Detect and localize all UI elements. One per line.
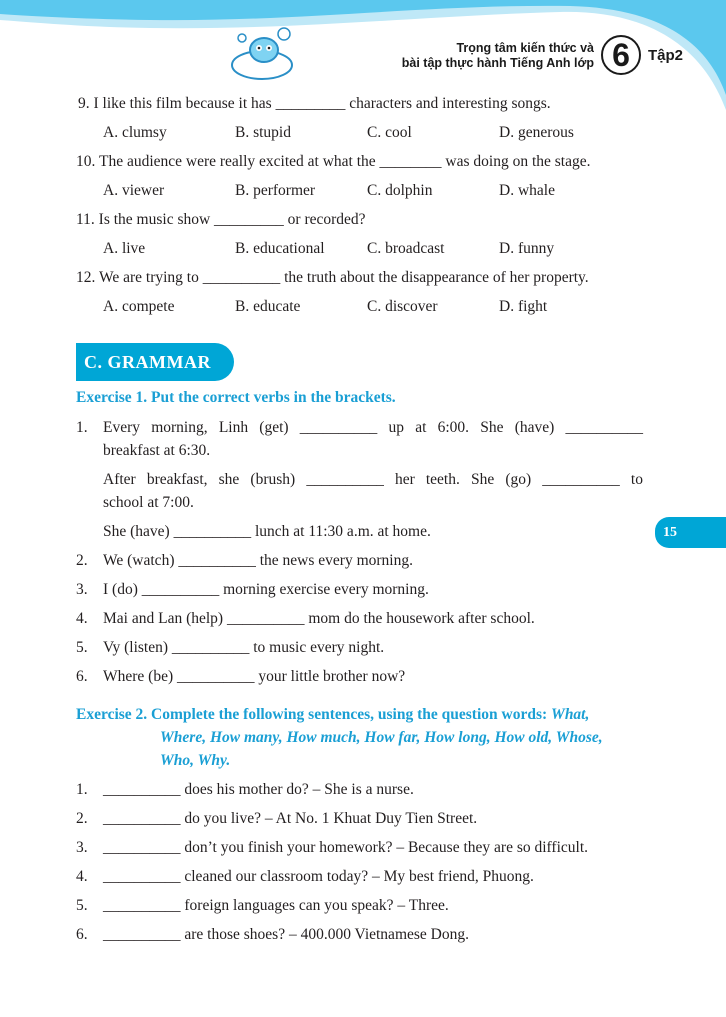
exercise-line: __________ do you live? – At No. 1 Khuat Duy Tien Street. <box>103 810 478 827</box>
exercise-line: She (have) __________ lunch at 11:30 a.m. at home. <box>103 523 431 540</box>
item-number: 6. <box>76 926 88 943</box>
mascot-illustration <box>222 20 302 90</box>
volume-label: Tập2 <box>648 47 684 64</box>
question-words: Where, How many, How much, How far, How long, How old, Whose, <box>160 729 603 746</box>
exercise-line: __________ are those shoes? – 400.000 Vietnamese Dong. <box>103 926 469 943</box>
option: D. funny <box>499 240 555 257</box>
item-number: 4. <box>76 868 88 885</box>
exercise-line: Every morning, Linh (get) __________ up at 6:00. She (have) __________ <box>103 419 643 436</box>
book-title-line1: Trọng tâm kiến thức và <box>456 41 594 55</box>
exercise-line: school at 7:00. <box>103 494 194 511</box>
grade-badge: 6 <box>601 35 641 75</box>
book-title <box>402 41 594 71</box>
exercise-line: __________ foreign languages can you speak? – Three. <box>103 897 449 914</box>
question-words: What, <box>551 706 590 723</box>
option: A. live <box>103 240 146 257</box>
item-number: 1. <box>76 419 88 436</box>
exercise-title-cont <box>160 729 603 747</box>
option: C. discover <box>367 298 438 315</box>
exercise-title: Exercise 1. Put the correct verbs in the brackets. <box>76 389 396 406</box>
option: A. viewer <box>103 182 165 199</box>
option: B. performer <box>235 182 316 199</box>
option: C. cool <box>367 124 412 141</box>
question-stem: 10. The audience were really excited at what the ________ was doing on the stage. <box>76 153 591 170</box>
option: C. broadcast <box>367 240 445 257</box>
option: A. clumsy <box>103 124 167 141</box>
item-number: 2. <box>76 552 88 569</box>
exercise-title-cont <box>160 752 230 770</box>
exercise-line: breakfast at 6:30. <box>103 442 211 459</box>
item-number: 2. <box>76 810 88 827</box>
item-number: 5. <box>76 639 88 656</box>
item-number: 3. <box>76 839 88 856</box>
exercise-line: Vy (listen) __________ to music every night. <box>103 639 385 656</box>
option: A. compete <box>103 298 175 315</box>
exercise-line: __________ cleaned our classroom today? – My best friend, Phuong. <box>103 868 534 885</box>
question-stem: 11. Is the music show _________ or recorded? <box>76 211 366 228</box>
option: B. stupid <box>235 124 291 141</box>
exercise-line: Where (be) __________ your little brother now? <box>103 668 406 685</box>
question-words: Who, Why. <box>160 752 231 769</box>
exercise-title-text: Exercise 2. Complete the following sentences, using the question words: <box>76 706 548 723</box>
exercise-title <box>76 706 589 724</box>
exercise-line: __________ does his mother do? – She is a nurse. <box>103 781 414 798</box>
section-heading: C. GRAMMAR <box>76 343 234 381</box>
option: D. whale <box>499 182 555 199</box>
exercise-line: __________ don’t you finish your homework? – Because they are so difficult. <box>103 839 589 856</box>
item-number: 3. <box>76 581 88 598</box>
option: C. dolphin <box>367 182 433 199</box>
item-number: 1. <box>76 781 88 798</box>
option: D. fight <box>499 298 548 315</box>
page-number: 15 <box>655 517 726 548</box>
option: D. generous <box>499 124 574 141</box>
exercise-line: Mai and Lan (help) __________ mom do the housework after school. <box>103 610 535 627</box>
exercise-line: We (watch) __________ the news every morning. <box>103 552 413 569</box>
question-stem: 9. I like this film because it has _________ characters and interesting songs. <box>78 95 551 112</box>
item-number: 4. <box>76 610 88 627</box>
book-title-line2: bài tập thực hành Tiếng Anh lớp <box>401 56 594 70</box>
item-number: 6. <box>76 668 88 685</box>
exercise-line: I (do) __________ morning exercise every morning. <box>103 581 429 598</box>
question-stem: 12. We are trying to __________ the truth about the disappearance of her property. <box>76 269 589 286</box>
item-number: 5. <box>76 897 88 914</box>
exercise-line: After breakfast, she (brush) __________ her teeth. She (go) __________ to <box>103 471 643 488</box>
option: B. educational <box>235 240 325 257</box>
option: B. educate <box>235 298 301 315</box>
